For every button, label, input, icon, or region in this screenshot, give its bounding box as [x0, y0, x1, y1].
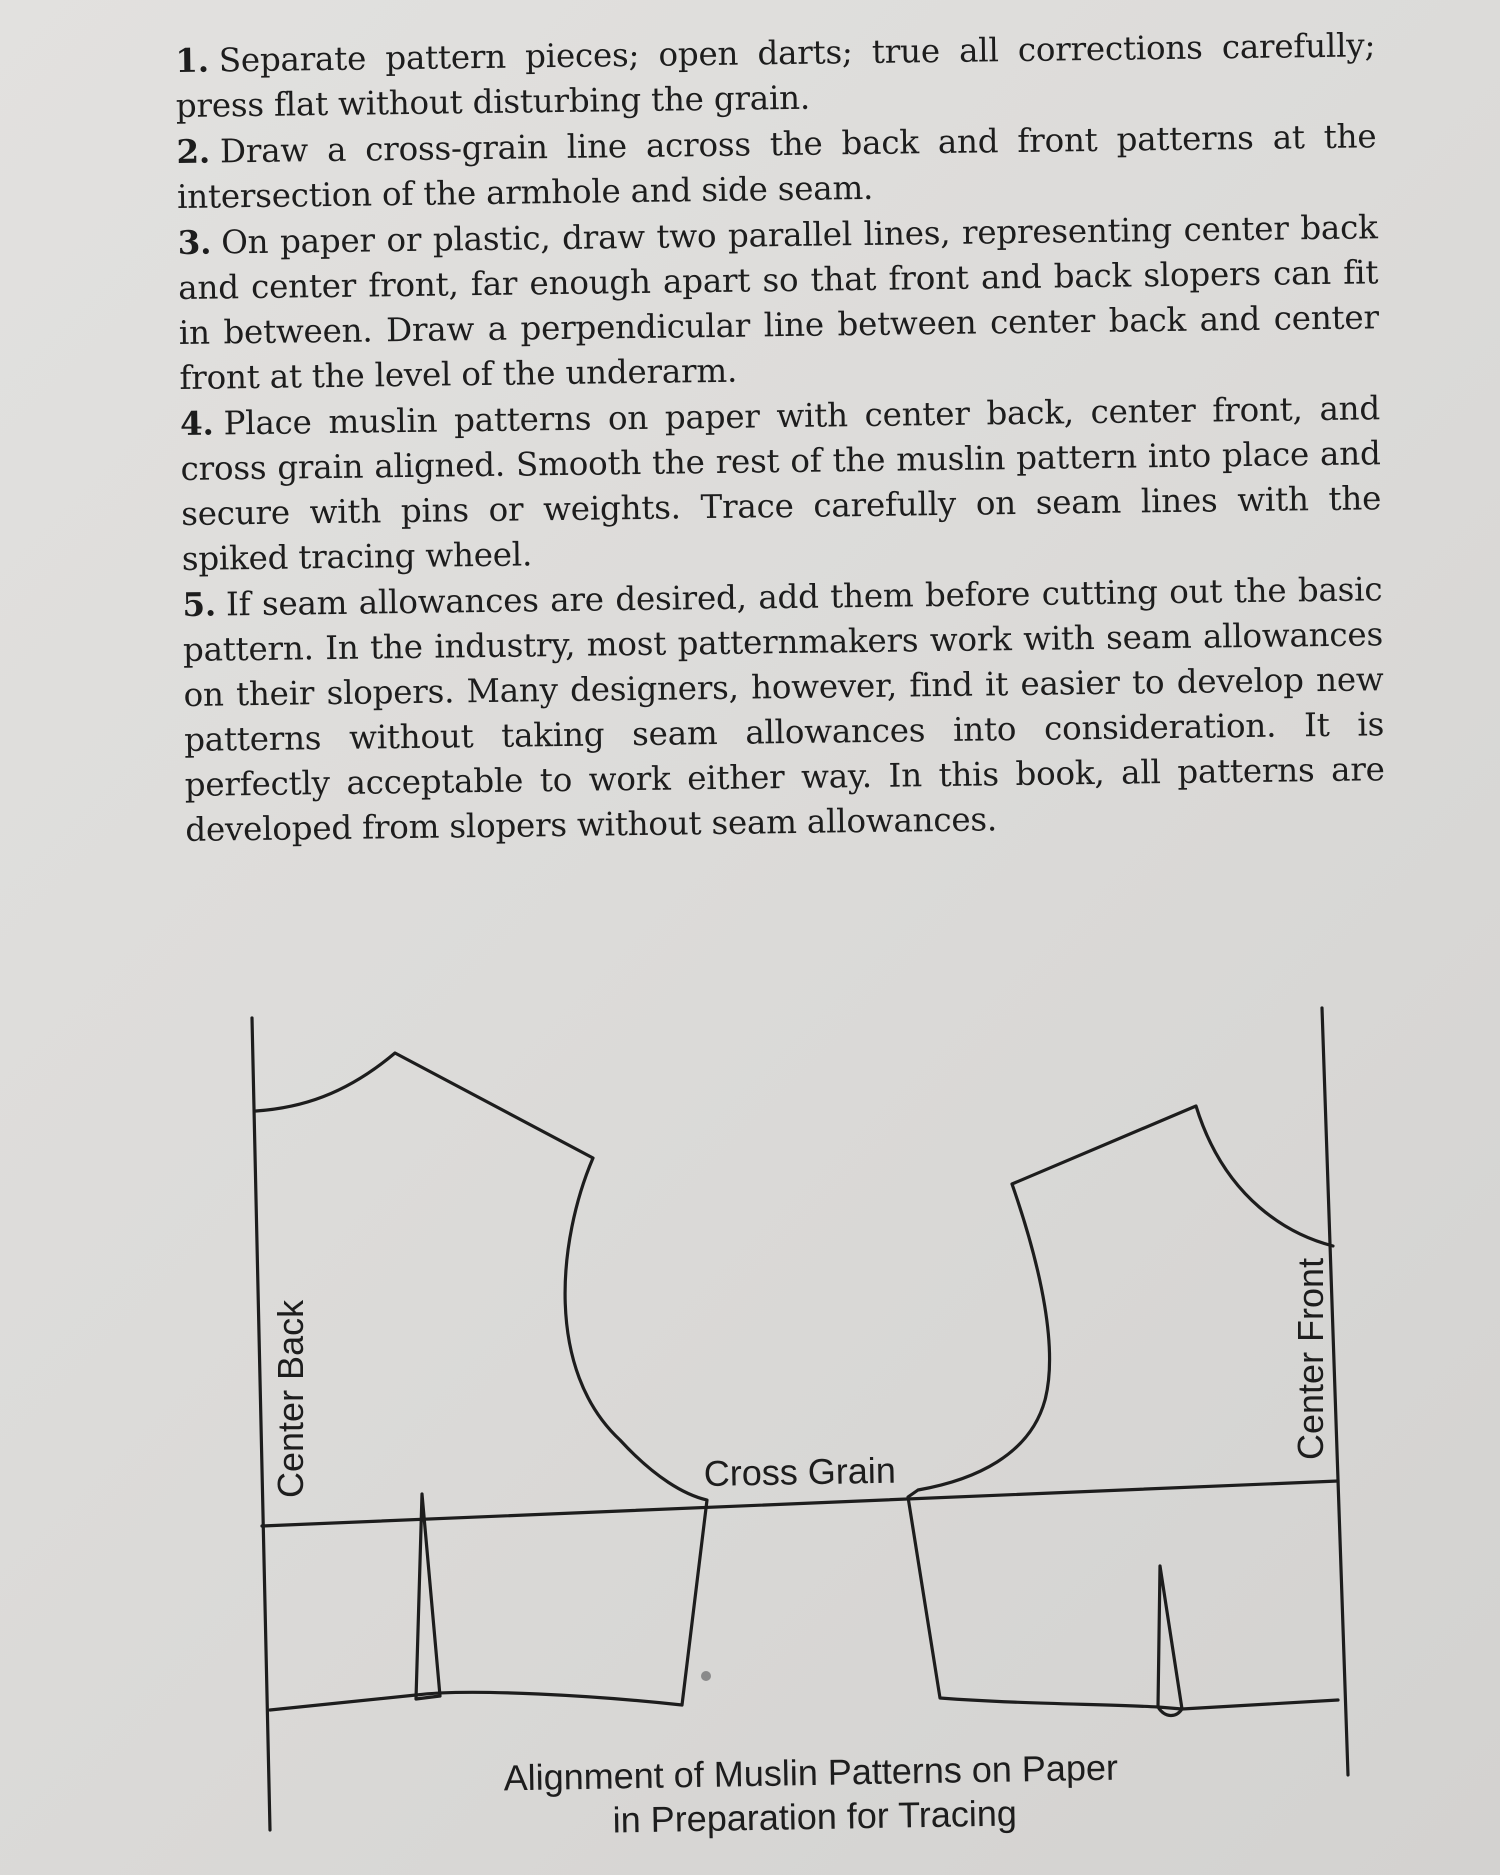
cross-grain-label: Cross Grain: [703, 1449, 897, 1494]
step-text: Draw a cross-grain line across the back and front patterns at the intersection of the armhole and side seam.: [176, 117, 1377, 216]
step-text: Place muslin patterns on paper with center back, center front, and cross grain aligned. Smooth the rest of the muslin pattern into place and secure with pins or weights. Trace carefully on seam lines with the spiked tracing wheel.: [180, 389, 1382, 578]
step-2: [176, 113, 1377, 220]
center-back-label: Center Back: [270, 1299, 311, 1498]
step-number: 1.: [175, 40, 210, 80]
step-text: If seam allowances are desired, add them before cutting out the basic pattern. In the industry, most patternmakers work with seam allowances on their slopers. Many designers, however, find it easier to develop new patterns without taking seam allowances into consideration. It is perfectly acceptable to work either way. In this book, all patterns are developed from slopers without seam allowances.: [182, 570, 1385, 849]
step-5: [182, 566, 1385, 853]
step-number: 5.: [182, 584, 217, 624]
step-number: 3.: [177, 222, 212, 262]
back-dart: [416, 1494, 440, 1699]
front-sloper-outline: [908, 1106, 1338, 1716]
center-front-label: Center Front: [1290, 1257, 1331, 1460]
instructions-text: [175, 22, 1386, 853]
step-1: [175, 22, 1376, 129]
front-dart: [1158, 1566, 1182, 1709]
diagram-svg: [0, 980, 1500, 1860]
step-3: [177, 204, 1379, 401]
caption-line-2: in Preparation for Tracing: [612, 1792, 1018, 1841]
step-text: Separate pattern pieces; open darts; true all corrections carefully; press flat without disturbing the grain.: [175, 26, 1376, 125]
back-sloper-outline: [256, 1053, 707, 1710]
center-back-line: [252, 1018, 270, 1830]
step-number: 2.: [176, 131, 211, 171]
step-number: 4.: [179, 403, 214, 443]
step-text: On paper or plastic, draw two parallel lines, representing center back and center front, far enough apart so that front and back slopers can fit in between. Draw a perpendicular line between center back and center front at the level of the underarm.: [178, 208, 1380, 397]
caption-line-1: Alignment of Muslin Patterns on Paper: [503, 1746, 1119, 1799]
pattern-alignment-diagram: [0, 980, 1500, 1860]
paper-dot: [701, 1671, 711, 1681]
step-4: [180, 385, 1382, 582]
